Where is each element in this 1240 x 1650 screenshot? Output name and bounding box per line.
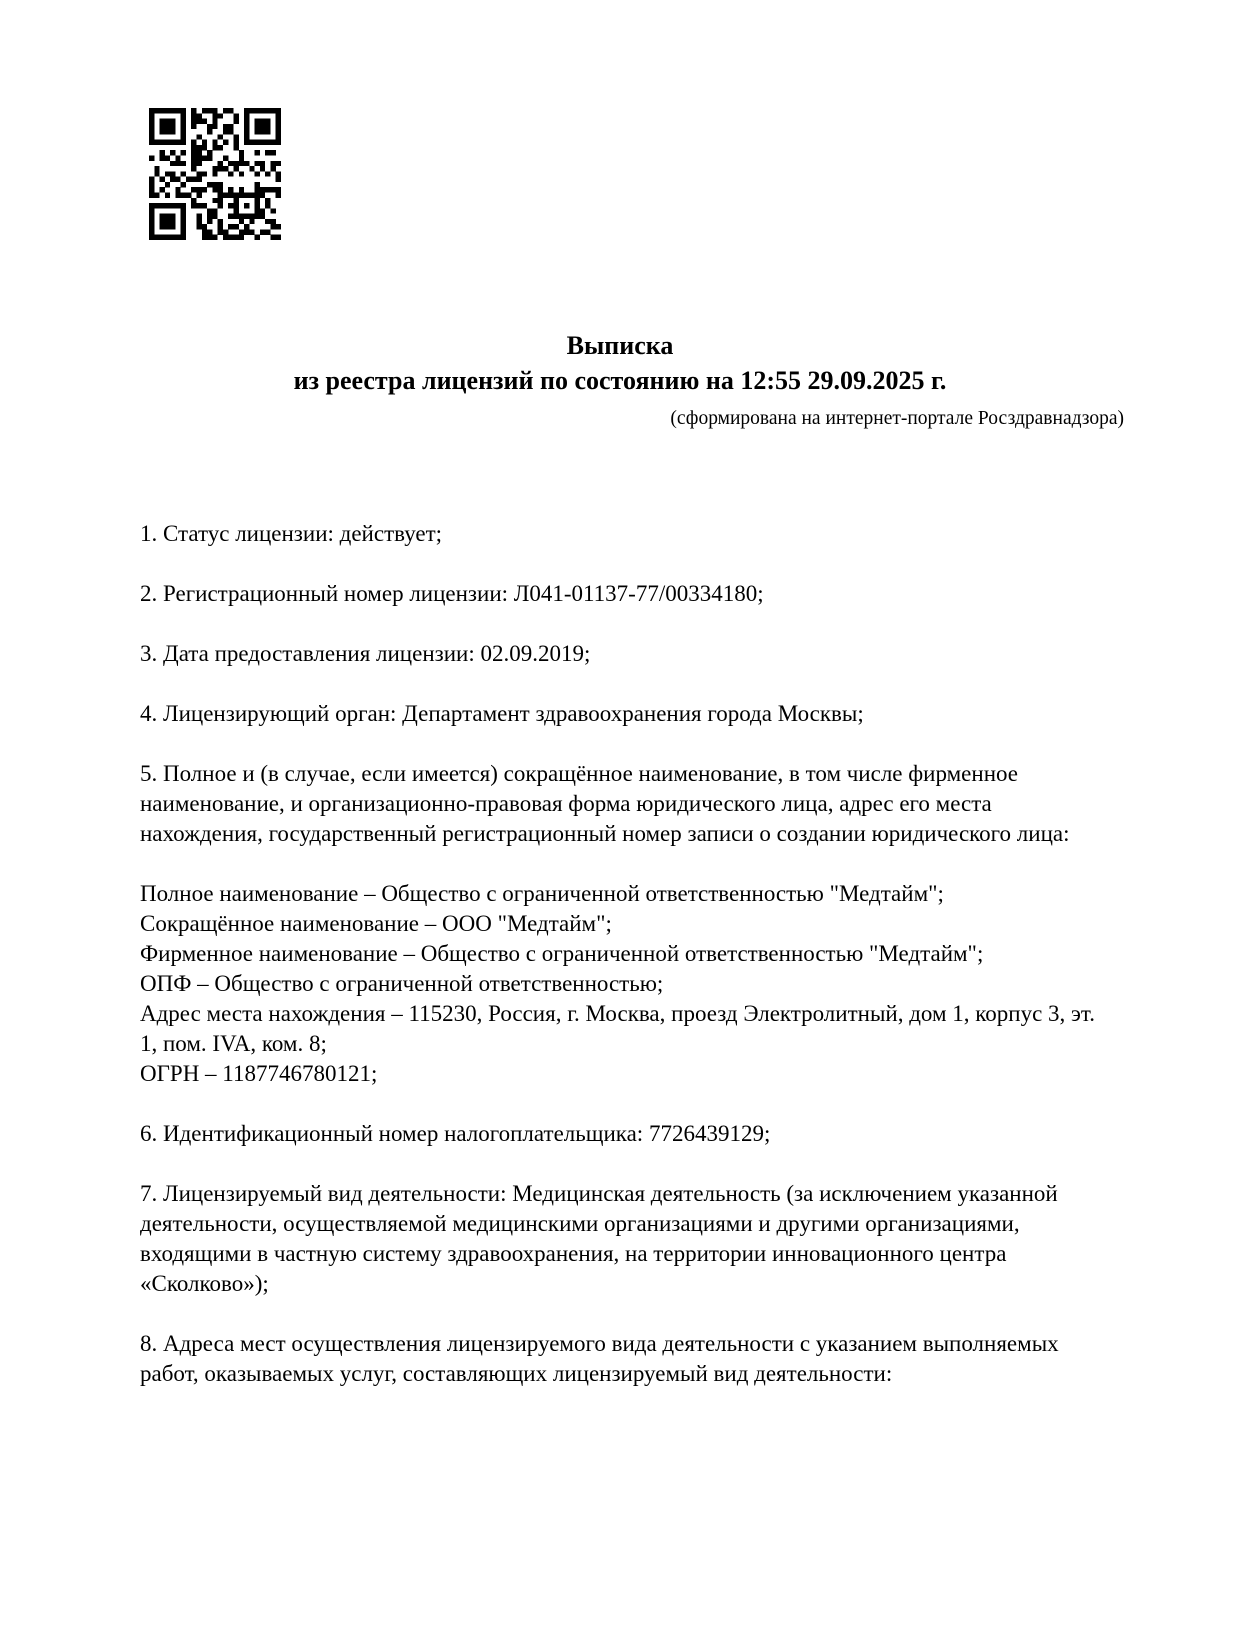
company-brand-name: Фирменное наименование – Общество с ограниченной ответственностью "Медтайм"; [140, 941, 984, 966]
document-body [140, 519, 1100, 1389]
company-short-name: Сокращённое наименование – ООО "Медтайм"; [140, 911, 612, 936]
company-ogrn: ОГРН – 1187746780121; [140, 1061, 378, 1086]
legal-entity-intro: 5. Полное и (в случае, если имеется) сокращённое наименование, в том числе фирменное наименование, и организационно-правовая форма юридического лица, адрес его места нахождения, государственный регистрационный номер записи о создании юридического лица: [140, 761, 1070, 846]
licensed-activity: 7. Лицензируемый вид деятельности: Медицинская деятельность (за исключением указанной деятельности, осуществляемой медицинскими организациями и другими организациями, входящими в частную систему здравоохранения, на территории инновационного центра «Сколково»); [140, 1181, 1058, 1296]
licensing-authority: 4. Лицензирующий орган: Департамент здравоохранения города Москвы; [140, 701, 864, 726]
license-reg-number: 2. Регистрационный номер лицензии: Л041-01137-77/00334180; [140, 581, 764, 606]
activity-addresses-intro: 8. Адреса мест осуществления лицензируемого вида деятельности с указанием выполняемых работ, оказываемых услуг, составляющих лицензируемый вид деятельности: [140, 1331, 1059, 1386]
license-grant-date: 3. Дата предоставления лицензии: 02.09.2019; [140, 641, 591, 666]
company-address: Адрес места нахождения – 115230, Россия, г. Москва, проезд Электролитный, дом 1, корпус 3, эт. 1, пом. IVA, ком. 8; [140, 1001, 1095, 1056]
document-subtitle: (сформирована на интернет-портале Росздравнадзора) [670, 408, 1124, 429]
document-title-line2: из реестра лицензий по состоянию на 12:55 29.09.2025 г. [293, 366, 947, 395]
document-title-line1: Выписка [566, 331, 674, 360]
company-opf: ОПФ – Общество с ограниченной ответственностью; [140, 971, 664, 996]
qr-code-icon [149, 108, 281, 240]
company-full-name: Полное наименование – Общество с ограниченной ответственностью "Медтайм"; [140, 881, 944, 906]
taxpayer-inn: 6. Идентификационный номер налогоплательщика: 7726439129; [140, 1121, 771, 1146]
license-status: 1. Статус лицензии: действует; [140, 521, 443, 546]
